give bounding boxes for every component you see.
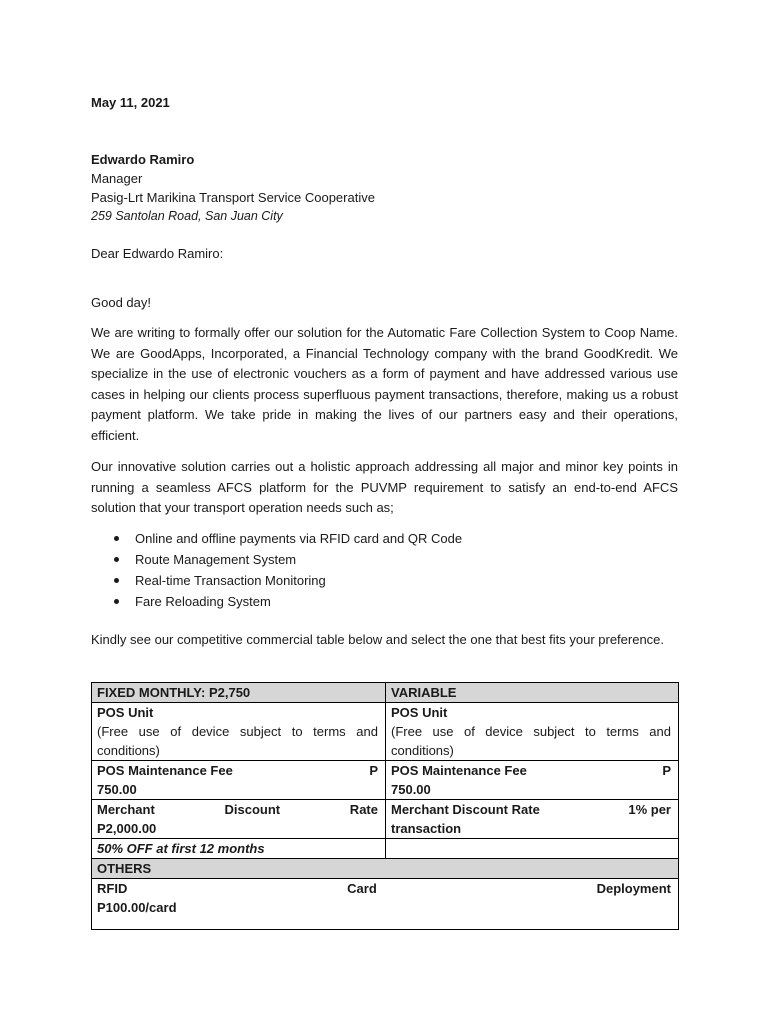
others-header: OTHERS [92,859,679,879]
table-row [92,761,679,800]
fixed-maintenance-cell [92,761,386,800]
pos-unit-note: (Free use of device subject to terms and conditions) [391,724,671,758]
recipient-name: Edwardo Ramiro [91,152,195,167]
maintenance-amount: 750.00 [391,782,431,797]
table-row [92,703,679,761]
fixed-header: FIXED MONTHLY: P2,750 [92,683,386,703]
mdr-variable-value: 1% per [628,802,671,817]
list-item: Real-time Transaction Monitoring [109,570,462,591]
promo-note: 50% OFF at first 12 months [92,839,386,859]
recipient-block [91,150,375,226]
rfid-cell [92,879,679,930]
feature-list [109,528,462,612]
solution-paragraph: Our innovative solution carries out a holistic approach addressing all major and minor key points in running a seamless AFCS platform for the PUVMP requirement to satisfy an end-to-end AFCS solution that your transport operation needs such as; [91,459,678,515]
list-item: Fare Reloading System [109,591,462,612]
maintenance-label: POS Maintenance Fee [391,763,527,778]
mdr-variable-unit: transaction [391,821,462,836]
recipient-organization: Pasig-Lrt Marikina Transport Service Cooperative [91,190,375,205]
maintenance-label: POS Maintenance Fee [97,763,233,778]
table-row [92,683,679,703]
table-row [92,879,679,930]
pos-unit-label: POS Unit [391,705,448,720]
variable-header: VARIABLE [386,683,679,703]
fixed-mdr-cell [92,800,386,839]
mdr-label: Merchant Discount Rate [391,802,540,817]
recipient-title: Manager [91,171,143,186]
maintenance-amount: 750.00 [97,782,137,797]
variable-mdr-cell [386,800,679,839]
variable-maintenance-cell [386,761,679,800]
salutation: Dear Edwardo Ramiro: [91,246,224,261]
empty-cell [386,839,679,859]
mdr-label: Merchant Discount Rate [97,802,378,817]
table-row [92,859,679,879]
rfid-label: RFID Card Deployment [97,881,671,896]
list-item: Online and offline payments via RFID card and QR Code [109,528,462,549]
maintenance-currency: P [662,763,671,778]
commercial-table [91,682,679,930]
table-row [92,800,679,839]
mdr-fixed-amount: P2,000.00 [97,821,157,836]
recipient-address: 259 Santolan Road, San Juan City [91,209,283,223]
pos-unit-note: (Free use of device subject to terms and conditions) [97,724,378,758]
pos-unit-label: POS Unit [97,705,154,720]
fixed-pos-unit-cell [92,703,386,761]
maintenance-currency: P [369,763,378,778]
variable-pos-unit-cell [386,703,679,761]
table-intro-paragraph: Kindly see our competitive commercial table below and select the one that best fits your preference. [91,632,665,647]
letter-date: May 11, 2021 [91,95,170,110]
table-row [92,839,679,859]
greeting: Good day! [91,295,151,310]
rfid-price: P100.00/card [97,900,177,915]
list-item: Route Management System [109,549,462,570]
intro-paragraph: We are writing to formally offer our solution for the Automatic Fare Collection System to Coop Name. We are GoodApps, Incorporated, a Financial Technology company with the brand GoodKredit. We specialize in the use of electronic vouchers as a form of payment and have addressed various use cases in helping our clients process superfluous payment transactions, therefore, making us a robust payment platform. We take pride in making the lives of our partners easy and their operations, efficient. [91,325,678,443]
